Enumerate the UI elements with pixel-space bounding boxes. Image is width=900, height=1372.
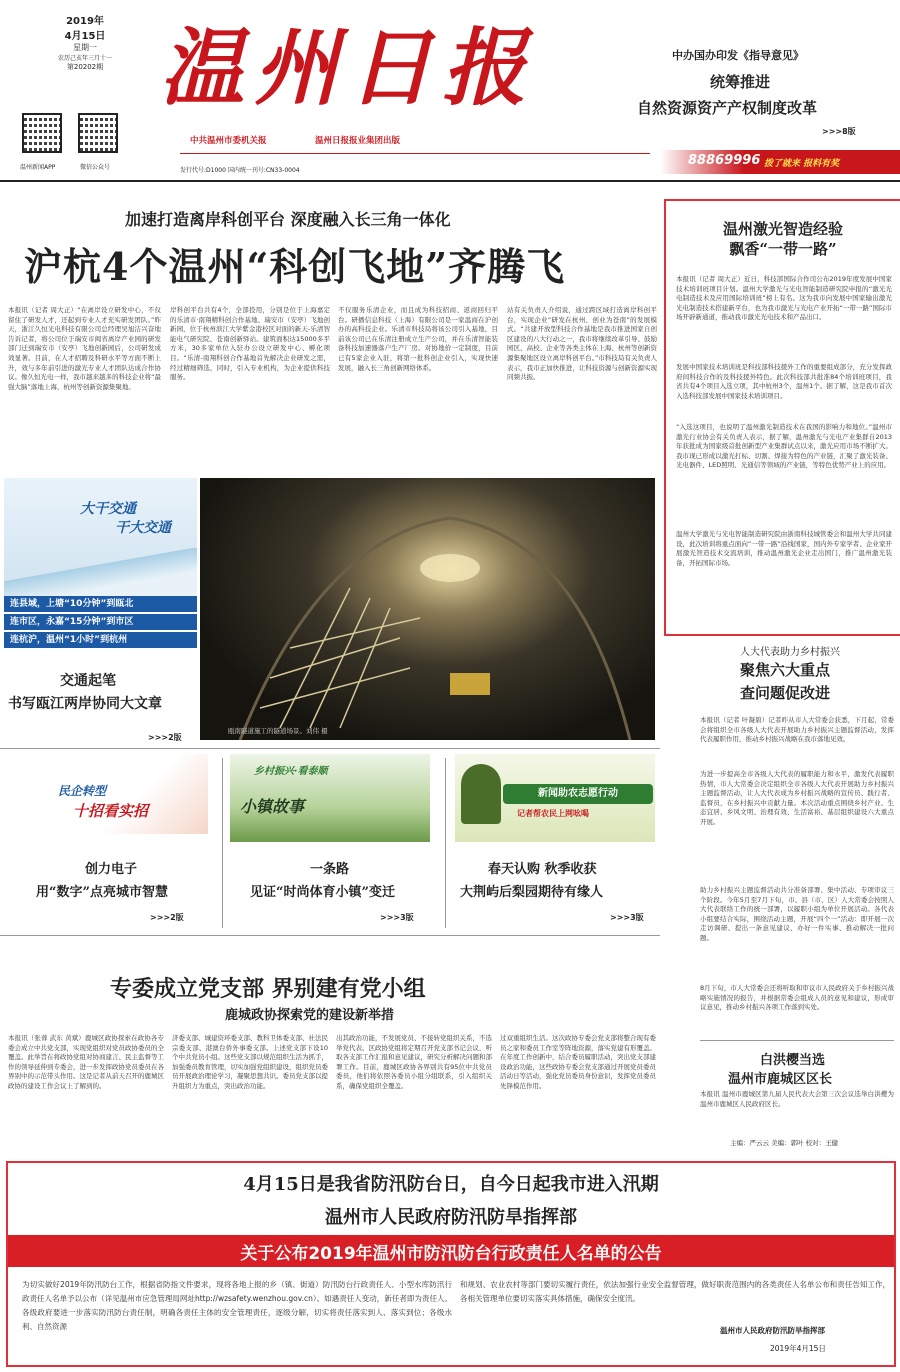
feature-3-art-subtitle: 记者帮农民上网吆喝	[517, 809, 589, 818]
publication-codes: 发行代号:D1000 国内统一刊号:CN33-0004	[180, 167, 300, 174]
masthead-month-day: 4月15日	[64, 31, 106, 42]
lead-column-4: 站有关负责人介绍说，通过跨区域打造离岸科创平台，实现企业“研发在杭州、创业为苍南”的发展模式。“共建开放型科技合作基地是我市推进国家自创区建设的八大行动之一，我市将继续改革引导、鼓励园区、高校、企业等各类主体在上海、杭州等创新资源集聚地区设立离岸科创平台。”市科技局有关负责人表示，我市正加快推进，让科技资源与创新资源实现同频共振。	[507, 306, 657, 382]
feature-3-line2: 大荆屿后梨园期待有缘人	[460, 885, 604, 900]
photo-block-more[interactable]: >>>2版	[148, 733, 182, 742]
lead-column-1: 本报讯（记者 周大正）“在离岸设立研发中心，不仅留住了研发人才，还起到专业人才充实研发团队。”昨天，浙江久恒光电科技有限公司总经理吴旭洁兴奋地告诉记者，将公司位于瑞安市闽省离岸产业园的研发部门迁到瑞安市（安亭）飞地创新园后，公司研发成效显著。目前，在人才招聘及科研水平等方面不断上升，效与多年前引进的激光专业人才团队达成合作协议。像久恒光电一样，我市越来越多的科技企业将“最强大脑”落地上海、杭州等创新资源集聚地。	[8, 306, 161, 391]
top-story-line2: 统筹推进	[710, 73, 771, 91]
feature-1-art	[18, 754, 208, 834]
feature-divider-1	[222, 758, 223, 928]
feature-row-top-rule	[0, 748, 660, 749]
renda-headline-1: 聚焦六大重点	[740, 661, 831, 679]
announcement-line2: 温州市人民政府防汛防旱指挥部	[325, 1207, 577, 1228]
masthead-lunar: 农历己亥年三月十一	[57, 55, 112, 62]
lead-headline: 沪杭4个温州“科创飞地”齐腾飞	[24, 244, 566, 289]
party-organ-label: 中共温州市委机关报	[190, 136, 267, 146]
announcement-title: 关于公布2019年温州市防汛防台行政责任人名单的公告	[240, 1244, 662, 1264]
renda-kicker: 人大代表助力乡村振兴	[740, 647, 840, 658]
party-column-3: 出其政治功能，不发展党员、不接转党组织关系，不选举党代表。区政协党组将定期召开党支部书记会议，听取各支部工作汇报和意见建议，研究分析解决问题和部署工作。目前，鹿城区政协各界别共有95位中共党员委员，他们将依照各委员小组分组联系，引入组织关系，确保党组织全覆盖。	[336, 1034, 492, 1090]
renda-paragraph-2: 为进一步提高全市各级人大代表的履职能力和水平，激发代表履职热情，市人大常委会决定组织全市各级人大代表开展助力乡村振兴主题监督活动，让人大代表成为乡村振兴战略的宣传员、践行者、监督员，在乡村振兴中贡献力量。本次活动重点围绕乡村产业、生态宜居、乡风文明、治理有效、生活富裕、基层组织建设六大重点开展。	[700, 770, 894, 826]
traffic-headline-2: 书写瓯江两岸协同大文章	[8, 696, 162, 712]
tunnel-scene	[200, 478, 655, 740]
party-column-1: 本报讯（张蓉 武东 黄斌）鹿城区政协探索在政协各专委会成立中共党支部，实现党组织对党员政协委员的全覆盖。此举旨在将政协党组对协商建言、民主监督等工作的领导延伸到专委会，进一步发挥政协党员委员在各界别中的示范带头作用。这是记者从前天召开的鹿城区政协的建设工作会议上了解到的。	[8, 1034, 164, 1090]
hotline-number: 88869996	[688, 153, 761, 168]
wechat-label: 微信公众号	[80, 164, 111, 171]
feature-row-bottom-rule	[0, 935, 660, 936]
loader-vehicle	[450, 673, 490, 695]
announcement-body-right: 和规划、农业农村等部门要切实履行责任，依法加强行业安全监督管理，做好职责范围内的各类责任人名单公布和责任告知工作，各相关管理单位要切实落实具体措施，确保安全度汛。	[460, 1280, 890, 1303]
announcement-body-left: 为切实做好2019年防汛防台工作，根据省防指文件要求，现将各地上报的乡（镇、街道）防汛防台行政责任人、小型水库防汛行政责任人名单予以公布（详见温州市应急管理局网址http://wzsafety.wenzhou.gov.cn）。如遇责任人变动，新任者即为责任人。各级政府要进一步落实防汛防台责任制，明确各责任主体的安全管理责任，逐级分解，切实将责任落实到人、落实到位；各级水利、自然资源	[22, 1280, 452, 1331]
jiguang-title-line1: 温州激光智造经验	[722, 220, 843, 238]
feature-3-art-title: 新闻助农志愿行动	[503, 784, 653, 804]
scaffold-frame	[260, 588, 420, 728]
party-column-4: 过双重组织生活。这次政协专委会党支部将整合现有委员之家和委员工作室等阵地资源，落实党建有形覆盖。在年度工作创新中，结合委员履职活动，突出党支部建设政治功能，这些政协专委会党支部通过开展党员委员活动日等活动，强化党员委员身份意识，发挥党员委员先锋模范作用。	[500, 1034, 656, 1090]
renda-headline-2: 查问题促改进	[740, 684, 831, 702]
masthead-divider	[180, 153, 650, 154]
wechat-qr-code[interactable]	[78, 113, 118, 153]
bai-headline-2: 温州市鹿城区区长	[728, 1072, 833, 1087]
feature-3-line1: 春天认购 秋季收获	[488, 862, 597, 877]
bai-headline-1: 白洪樱当选	[760, 1053, 826, 1068]
announcement-date: 2019年4月15日	[770, 1344, 826, 1353]
feature-2-art-title: 乡村振兴·看泰顺	[254, 766, 328, 777]
renda-paragraph-4: 8月下旬，市人大常委会还将听取和审议市人民政府关于乡村振兴战略实施情况的报告，并根据常委会组成人员的意见和建议，形成审议意见，推动乡村振兴各项工作落到实处。	[700, 984, 894, 1012]
feature-3[interactable]	[455, 754, 655, 844]
party-column-2: 济委支部、城建资环委支部、教科卫体委支部、社法民宗委支部、港澳台侨外事委支部。上述党支部下设10个中共党员小组。这些党支部以规范组织生活为抓手，加强委员教育管理，切实加强党组织建设，组织党员委员开展政治理论学习，凝聚思想共识。委员党支部以提升组织力为重点，突出政治功能。	[172, 1034, 328, 1090]
photo-caption: 瓯南隧道施工的隧道场景。刘伟 摄	[228, 727, 328, 735]
traffic-bar-2: 连市区，永嘉“15分钟”到市区	[4, 614, 197, 630]
app-label: 温州新闻APP	[20, 164, 56, 171]
top-story-line1: 中办国办印发《指导意见》	[672, 49, 804, 62]
masthead-issue: 第20202期	[66, 63, 104, 71]
traffic-banner-art	[4, 478, 197, 596]
traffic-bar-3: 连杭沪，温州“1小时”到杭州	[4, 632, 197, 648]
jiguang-paragraph-4: 温州大学激光与光电智能制造研究院由浙南科技城管委会和温州大学共同建设，此次培训将重点面向“一带一路”沿线国家，国内外专家学者、企业家开展激光智造技术交流培训，推动温州激光企业走出国门，推广温州激光装备，开拓国际市场。	[676, 530, 892, 567]
masthead-weekday: 星期一	[73, 43, 97, 52]
newspaper-title: 温州日报	[160, 18, 537, 117]
feature-1-line1: 创力电子	[85, 862, 138, 877]
traffic-banner-line2: 干大交通	[115, 520, 171, 536]
road-swoosh	[4, 548, 197, 596]
lead-kicker: 加速打造离岸科创平台 深度融入长三角一体化	[125, 210, 451, 229]
renda-paragraph-1: 本报讯（记者 叶凝碧）记者昨从市人大常委会获悉，下月起，常委会将组织全市各级人大代表开展助力乡村振兴主题监督活动，发挥代表履职作用，推动乡村振兴战略在我市落地见效。	[700, 716, 894, 744]
bai-body: 本报讯 温州市鹿城区第九届人民代表大会第三次会议选举白洪樱为温州市鹿城区人民政府区长。	[700, 1090, 894, 1108]
feature-1-art-title: 民企转型	[58, 784, 107, 798]
tunnel-light	[420, 554, 480, 582]
traffic-bar-1: 连县域，上塘“10分钟”到瓯北	[4, 596, 197, 612]
feature-2-more[interactable]: >>>3版	[380, 913, 414, 922]
announcement-signature: 温州市人民政府防汛防旱指挥部	[720, 1326, 825, 1335]
publisher-label: 温州日报报业集团出版	[315, 136, 401, 146]
jiguang-paragraph-3: “入选这项目，也说明了温州激光制造技术在我国的影响力和地位。”温州市激光行业协会有关负责人表示，据了解，温州激光与光电产业集群自2013年获批成为国家级首批创新型产业集群试点以来，激光应用市场不断扩大。我市现已形成以激光打标、切割、焊接为特色的产业链，汇聚了激光装备、光电器件、LED照明、光通信等领域的产业链，等特色优势产业上的应用。	[676, 423, 892, 470]
tunnel-construction-photo[interactable]	[200, 478, 655, 740]
top-story-line3: 自然资源资产产权制度改革	[637, 99, 818, 117]
hotline-slogan: 拨了就来 报料有奖	[764, 159, 840, 169]
feature-2-line2: 见证“时尚体育小镇”变迁	[250, 885, 395, 900]
jiguang-paragraph-1: 本报讯（记者 周大正）近日，科技部国际合作司公布2019年度发展中国家技术培训班项目计划。温州大学激光与光电智能制造研究院申报的“激光光电制造技术及应用国际培训班”榜上有名。这为我市向发展中国家输出激光光电制造技术搭建新平台，也为我市激光与光电产业开拓“一带一路”国际市场开辟新通道，推动我市激光光电技术和产品出口。	[676, 275, 892, 322]
top-story-more[interactable]: >>>8版	[822, 127, 856, 136]
party-subheadline: 鹿城政协探索党的建设新举措	[225, 1008, 395, 1023]
feature-2-line1: 一条路	[310, 862, 350, 877]
jiguang-paragraph-2: 发展中国家技术培训班是科技部科技援外工作的重要组成部分，充分发挥政府间科技合作的及科技援外特色。此次科技部共批准84个培训班项目，我省共有4个项目入选立项，其中杭州3个，温州1个。据了解，这是我市首次入选科技部发展中国家技术培训项目。	[676, 363, 892, 400]
date-block	[40, 12, 130, 72]
feature-2[interactable]	[230, 754, 430, 844]
lead-column-2: 岸科创平台共有4个，全部投用，分别是位于上海嘉定的乐清市·南翔精科创合作基地、瑞安市（安亭）飞地创新园，位于杭州滨江大学紫金港校区对面的新天-乐清智能电气研究院、苍南创新驿站。建筑面积达15000多平方米，30多家单位入驻办公设立研发中心、孵化项目。“乐清-南翔科创合作基地首先解决企业研发之需，经过精细筛选，同时，引入专业机构，为企业提供科技服务。	[170, 306, 330, 382]
feature-1-art-subtitle: 十招看实招	[73, 802, 149, 820]
traffic-banner-line1: 大干交通	[80, 501, 136, 517]
announcement-line1: 4月15日是我省防汛防台日，自今日起我市进入汛期	[243, 1174, 659, 1195]
masthead-year: 2019年	[66, 16, 104, 27]
feature-1[interactable]	[18, 754, 218, 844]
masthead-rule	[0, 180, 900, 182]
renda-paragraph-3: 助力乡村振兴主题监督活动共分准备部署、集中活动、专项审议三个阶段。今年5月至7月下旬，市、县（市、区）人大常委会按照人大代表联络工作的统一部署，以履职小组为单位开展活动。各代表小组要结合实际，围绕活动主题，开展“四个一”活动：即开展一次走访调研、提出一条意见建议、办好一件实事、推动解决一批问题。	[700, 886, 894, 942]
feature-1-more[interactable]: >>>2版	[150, 913, 184, 922]
tunnel-arch	[240, 518, 630, 740]
feature-divider-2	[445, 758, 446, 928]
feature-3-more[interactable]: >>>3版	[610, 913, 644, 922]
feature-2-art-subtitle: 小镇故事	[240, 797, 305, 816]
party-headline: 专委成立党支部 界别建有党小组	[110, 976, 426, 1002]
renda-divider	[700, 1040, 894, 1041]
farmer-mascot-icon	[461, 764, 501, 824]
editors-credit: 主编：严云云 美编：郭叶 校对：王健	[730, 1139, 839, 1147]
feature-1-line2: 用“数字”点亮城市智慧	[36, 885, 168, 900]
lead-column-3: 不仅服务乐清企业，而且成为科技招商、返商回归平台。研播信息科技（上海）有限公司是一家温商在沪创办的高科技企业。乐清市科技局将该公司引入基地，目前该公司已在乐清注册成立生产公司，并在乐清智能装备科技加速器落户生产厂房。对协地价一定制度，目前已有5家企业入驻，将第一批科创企业引入，实现快速发展，融入长三角创新网络体系。	[338, 306, 498, 372]
app-qr-code[interactable]	[22, 113, 62, 153]
jiguang-title-line2: 飘香“一带一路”	[729, 240, 837, 258]
traffic-headline-1: 交通起笔	[60, 673, 116, 689]
